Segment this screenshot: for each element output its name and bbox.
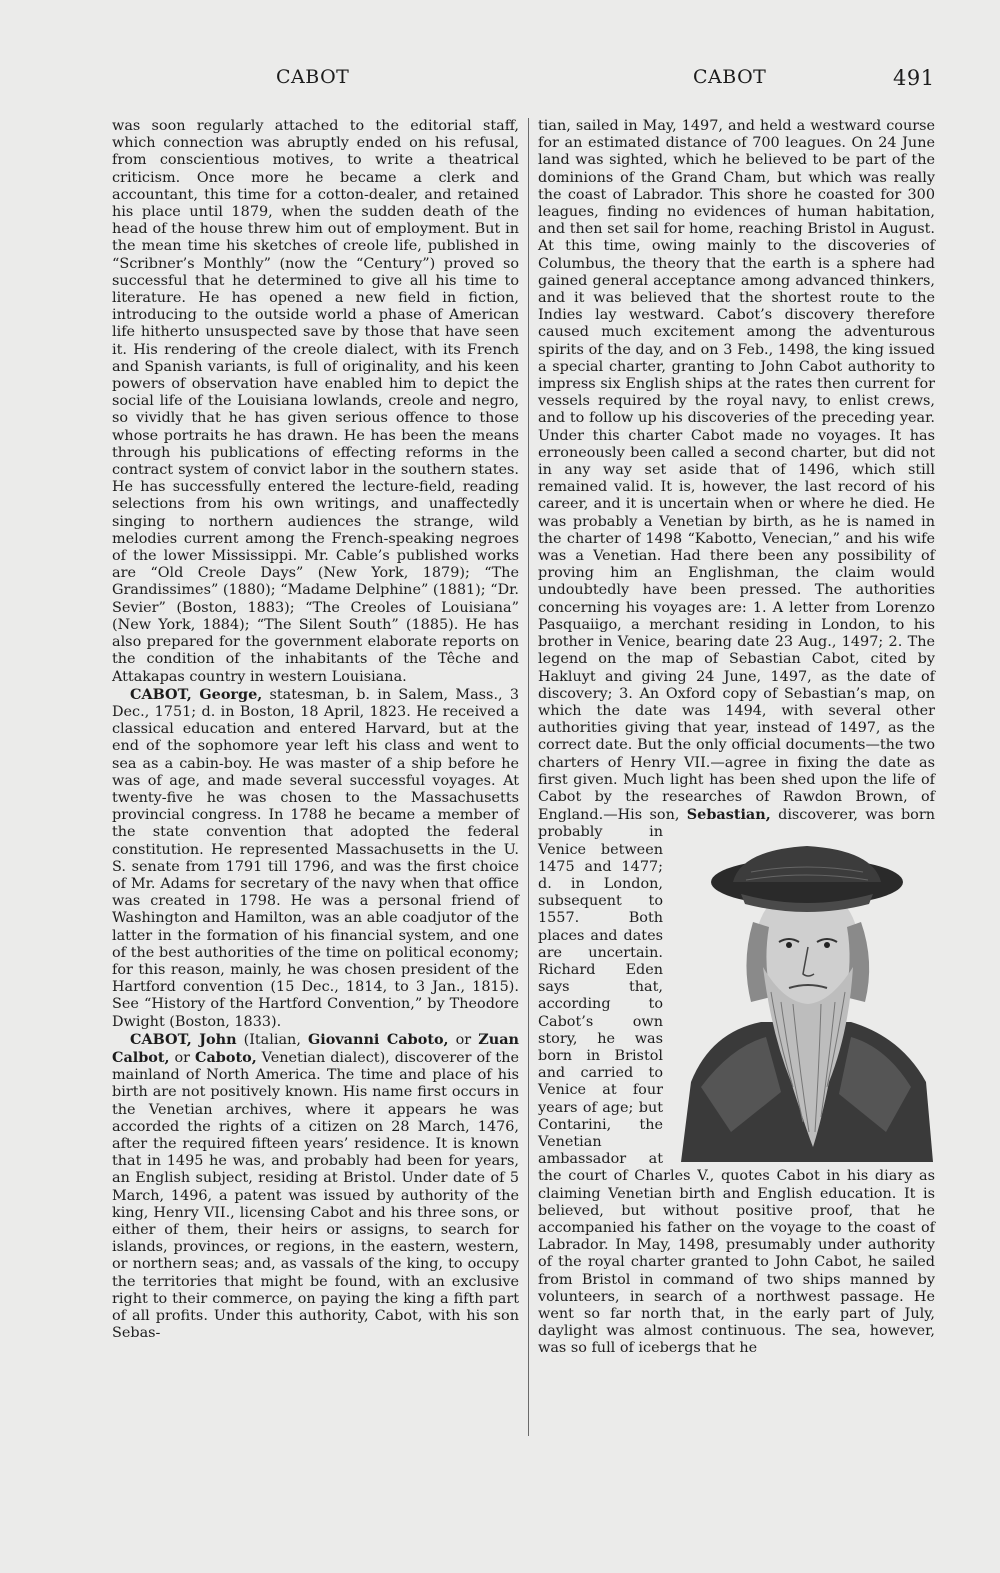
entry-john-cabot-text: Venetian dialect), discoverer of the mainland of North America. The time and place of his birth are not positively known. His name first occurs in the Venetian archives, where it appears he was accorded the rights of a citizen on 28 March, 1476, after the required fifteen years’ residence. It is known that in 1495 he was, and probably had been for years, an English subject, residing at Bristol. Under date of 5 March, 1496, a patent was issued by authority of the king, Henry VII., licensing Cabot and his three sons, or either of them, their heirs or assigns, to search for islands, provinces, or regions, in the eastern, western, or northern seas; and, as vassals of the king, to occupy the territories that might be found, with an exclusive right to their commerce, on paying the king a fifth part of all profits. Under this authority, Cabot, with his son Sebas- <box>112 1049 519 1342</box>
entry-john-cabot-text-fragment: or <box>448 1031 479 1048</box>
running-header <box>0 66 1000 96</box>
left-column <box>112 118 519 1342</box>
entry-george-cabot-text: statesman, b. in Salem, Mass., 3 Dec., 1751; d. in Boston, 18 April, 1823. He received a classical education and entered Harvard, but at the end of the sophomore year left his class and went to sea as a cabin-boy. He was master of a ship before he was of age, and made several successful voyages. At twenty-five he was chosen to the Massachusetts provincial congress. In 1788 he became a member of the state convention that adopted the federal constitution. He represented Massachusetts in the U. S. senate from 1791 till 1796, and was the first choice of Mr. Adams for secretary of the navy when that office was created in 1798. He was a personal friend of Washington and Hamilton, was an able coadjutor of the latter in the formation of his financial system, and one of the best authorities of the time on political economy; for this reason, mainly, he was chosen president of the Hartford convention (15 Dec., 1814, to 3 Jan., 1815). See “History of the Hartford Convention,” by Theodore Dwight (Boston, 1833). <box>112 686 519 1030</box>
entry-john-cabot <box>112 1031 519 1343</box>
entry-john-cabot-text-fragment: or <box>169 1049 196 1066</box>
sebastian-cabot-portrait <box>671 832 939 1162</box>
sebastian-cabot-text: discoverer, was born probably in Venice between 1475 and 1477; d. in London, subsequent to 1557. Both places and dates are uncertain. Richard Eden says that, according to Cabot’s own story, he was born in Bristol and carried to Venice at four years of age; but Contarini, the Venetian ambassador at the court of Charles V., quotes Cabot in his diary as claiming Venetian birth and English education. It is believed, but without positive proof, that he accompanied his father on the voyage to the coast of Labrador. In May, 1498, presumably under authority of the royal charter granted to John Cabot, he sailed from Bristol in command of two ships manned by volunteers, in search of a northwest passage. He went so far north that, in the early part of July, daylight was almost continuous. The sea, however, was so full of icebergs that he <box>538 807 935 1357</box>
entry-john-cabot-text-fragment: (Italian, <box>236 1031 308 1048</box>
page-number: 491 <box>893 66 935 90</box>
header-left-title: CABOT <box>276 66 350 88</box>
cable-continuation-paragraph: was soon regularly attached to the editorial staff, which connection was abruptly ended on his refusal, from conscientious motives, to write a theatrical criticism. Once more he became a clerk and accountant, this time for a cotton-dealer, and retained his place until 1879, when the sudden death of the head of the house threw him out of employment. But in the mean time his sketches of creole life, published in “Scribner’s Monthly” (now the “Century”) proved so successful that he determined to give all his time to literature. He has opened a new field in fiction, introducing to the outside world a phase of American life hitherto unsuspected save by those that have seen it. His rendering of the creole dialect, with its French and Spanish variants, is full of originality, and his keen powers of observation have enabled him to depict the social life of the Louisiana lowlands, creole and negro, so vividly that he has given serious offence to those whose portraits he has drawn. He has been the means through his publications of effecting reforms in the contract system of convict labor in the southern states. He has successfully entered the lecture-field, reading selections from his own writings, and unaffectedly singing to northern audiences the strange, wild melodies current among the French-speaking negroes of the lower Mississippi. Mr. Cable’s published works are “Old Creole Days” (New York, 1879); “The Grandissimes” (1880); “Madame Delphine” (1881); “Dr. Sevier” (Boston, 1883); “The Creoles of Louisiana” (New York, 1884); “The Silent South” (1885). He has also prepared for the government elaborate reports on the condition of the inhabitants of the Têche and Attakapas country in western Louisiana. <box>112 118 519 685</box>
headword-george-cabot: CABOT, George, <box>130 685 263 703</box>
alt-name-zuan-calbot: Zuan Calbot, <box>112 1030 519 1066</box>
john-cabot-continuation-text: tian, sailed in May, 1497, and held a westward course for an estimated distance of 700 leagues. On 24 June land was sighted, which he believed to be part of the dominions of the Grand Cham, but which was really the coast of Labrador. This shore he coasted for 300 leagues, finding no evidences of human habitation, and then set sail for home, reaching Bristol in August. At this time, owing mainly to the discoveries of Columbus, the theory that the earth is a sphere had gained general acceptance among advanced thinkers, and it was believed that the shortest route to the Indies lay westward. Cabot’s discovery therefore caused much excitement among the adventurous spirits of the day, and on 3 Feb., 1498, the king issued a special charter, granting to John Cabot authority to impress six English ships at the rates then current for vessels required by the royal navy, to enlist crews, and to follow up his discoveries of the preceding year. Under this charter Cabot made no voyages. It has erroneously been called a second charter, but did not in any way set aside that of 1496, which still remained valid. It is, however, the last record of his career, and it is uncertain when or where he died. He was probably a Venetian by birth, as he is named in the charter of 1498 “Kabotto, Venecian,” and his wife was a Venetian. Had there been any possibility of proving him an Englishman, the claim would undoubtedly have been pressed. The authorities concerning his voyages are: 1. A letter from Lorenzo Pasquaiigo, a merchant residing in London, to his brother in Venice, bearing date 23 Aug., 1497; 2. The legend on the map of Sebastian Cabot, cited by Hakluyt and giving 24 June, 1497, as the date of discovery; 3. An Oxford copy of Sebastian’s map, on which the date was 1494, with several other authorities giving that year, instead of 1497, as the correct date. But the only official documents—the two charters of Henry VII.—agree in fixing the date as first given. Much light has been shed upon the life of Cabot by the researches of Rawdon Brown, of England.—His son, <box>538 118 935 824</box>
column-divider <box>528 118 529 1436</box>
name-sebastian: Sebastian, <box>686 806 771 824</box>
john-cabot-continuation-paragraph <box>538 118 935 1358</box>
header-center-title: CABOT <box>693 66 767 88</box>
alt-name-giovanni-caboto: Giovanni Caboto, <box>307 1030 449 1048</box>
right-column <box>538 118 935 1358</box>
entry-george-cabot <box>112 686 519 1031</box>
alt-name-caboto: Caboto, <box>195 1048 257 1066</box>
headword-john-cabot: CABOT, John <box>130 1030 237 1048</box>
